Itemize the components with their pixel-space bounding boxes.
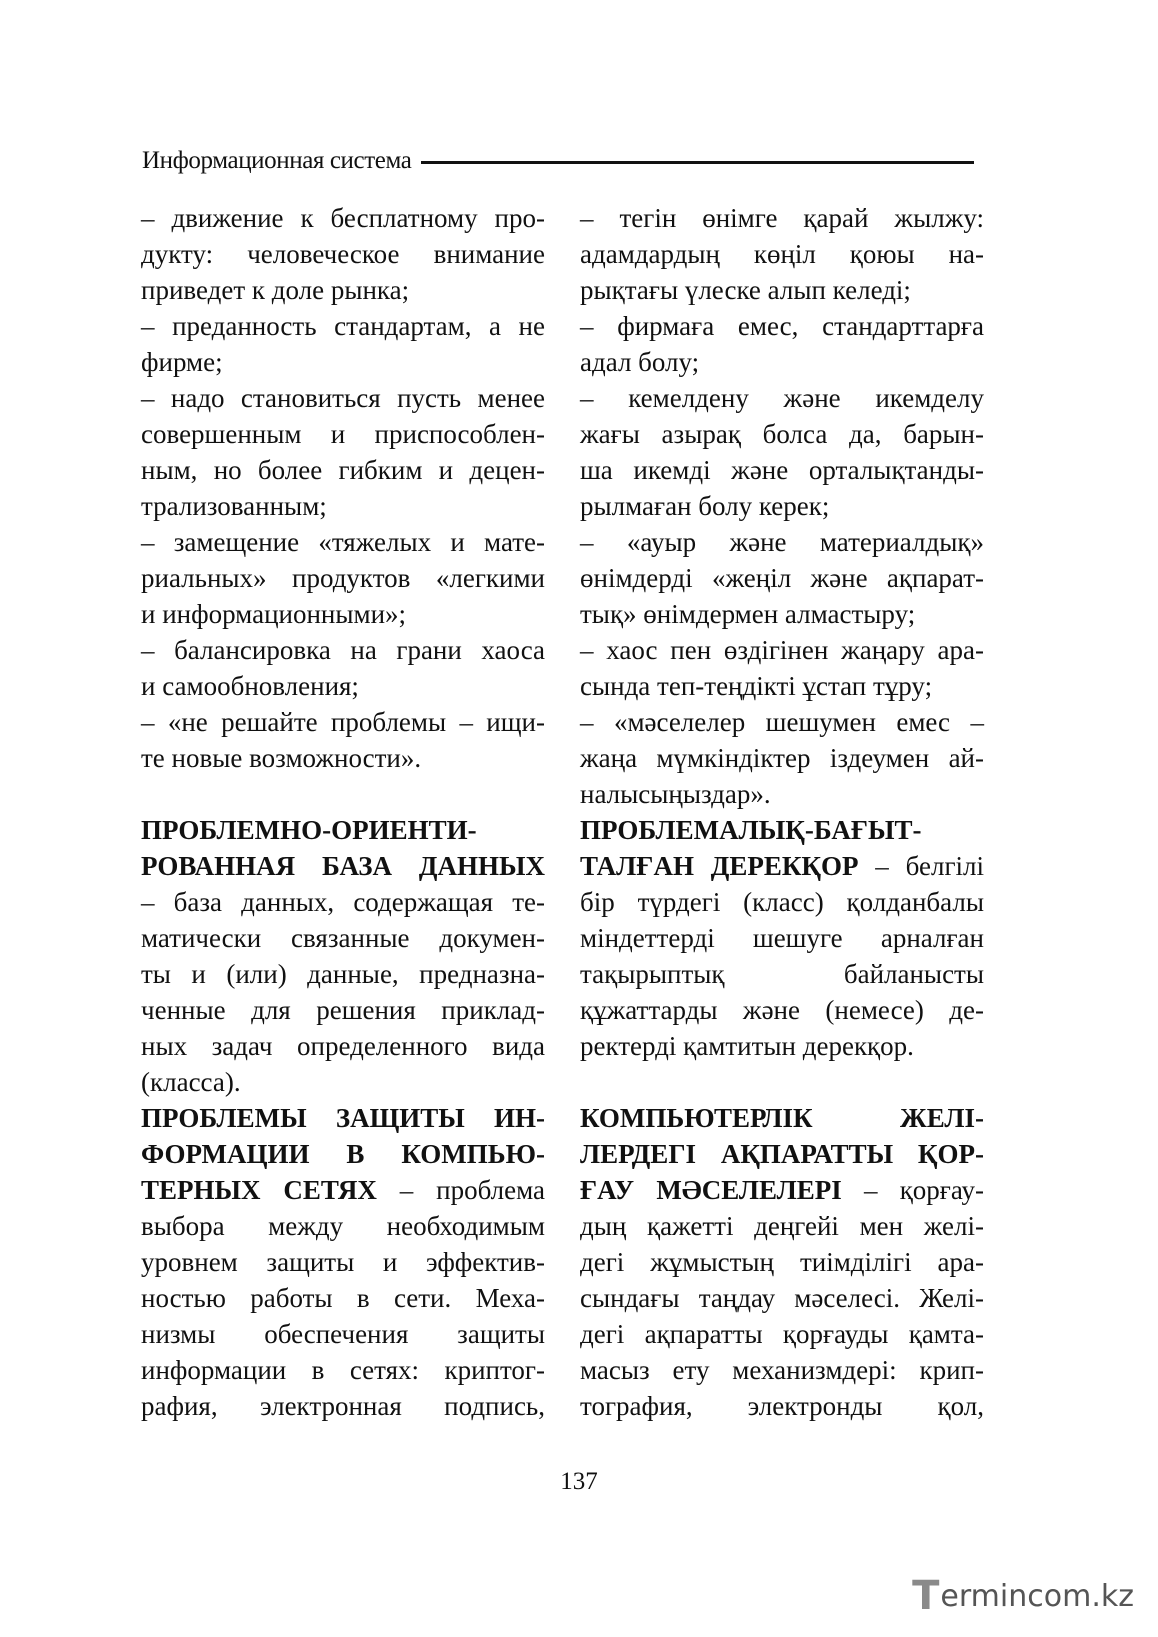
left-line-text: – движение к бесплатному про- (141, 203, 545, 233)
left-text-line (141, 1208, 545, 1244)
left-text-line (141, 1172, 545, 1208)
right-term-heading: ТАЛҒАН ДЕРЕКҚОР (580, 851, 859, 881)
left-line-text: ты и (или) данные, предназна- (141, 959, 545, 989)
right-line-text: налысыңыздар». (580, 779, 771, 809)
right-text-line (580, 488, 984, 524)
left-line-text: ностью работы в сети. Меха- (141, 1283, 545, 1313)
right-text-line (580, 812, 984, 848)
right-text-line (580, 1388, 984, 1424)
left-column (141, 200, 545, 1424)
left-line-text: фирме; (141, 347, 223, 377)
right-line-text: адамдардың көңіл қоюы на- (580, 239, 984, 269)
right-text-line (580, 380, 984, 416)
right-text-line (580, 344, 984, 380)
left-text-line (141, 1280, 545, 1316)
right-text-line (580, 560, 984, 596)
right-definition-start: – қорғау- (841, 1175, 984, 1205)
left-line-text: уровнем защиты и эффектив- (141, 1247, 545, 1277)
logo-text: ermincom.kz (940, 1578, 1134, 1614)
left-line-text: – преданность стандартам, а не (141, 311, 545, 341)
left-text-line (141, 704, 545, 740)
logo-letter: T (912, 1573, 940, 1619)
right-text-line (580, 272, 984, 308)
left-text-line (141, 812, 545, 848)
left-text-line (141, 236, 545, 272)
left-text-line (141, 452, 545, 488)
left-line-text: трализованным; (141, 491, 327, 521)
left-line-text: те новые возможности». (141, 743, 422, 773)
right-text-line (580, 884, 984, 920)
left-text-line (141, 848, 545, 884)
right-text-line (580, 200, 984, 236)
left-term-heading: ТЕРНЫХ СЕТЯХ (141, 1175, 377, 1205)
left-text-line (141, 380, 545, 416)
left-line-text: выбора между необходимым (141, 1211, 545, 1241)
right-text-line (580, 1352, 984, 1388)
right-line-text: адал болу; (580, 347, 700, 377)
left-line-text: и информационными»; (141, 599, 407, 629)
left-term-heading: РОВАННАЯ БАЗА ДАННЫХ (141, 851, 545, 881)
left-text-line (141, 200, 545, 236)
left-text-line (141, 1316, 545, 1352)
page-number: 137 (560, 1468, 598, 1495)
right-text-line (580, 632, 984, 668)
left-text-line (141, 1100, 545, 1136)
left-text-line (141, 956, 545, 992)
right-line-text: – тегін өнімге қарай жылжу: (580, 203, 984, 233)
right-text-line (580, 920, 984, 956)
right-text-line (580, 236, 984, 272)
left-line-text: – база данных, содержащая те- (141, 887, 545, 917)
left-text-line (141, 488, 545, 524)
left-text-line (141, 1388, 545, 1424)
right-line-text: – кемелдену және икемделу (580, 383, 984, 413)
left-line-text: – замещение «тяжелых и мате- (141, 527, 545, 557)
right-text-line (580, 1100, 984, 1136)
header-rule (421, 161, 974, 164)
left-text-line (141, 992, 545, 1028)
right-text-line (580, 1280, 984, 1316)
left-text-line (141, 560, 545, 596)
right-line-text: – «ауыр және материалдық» (580, 527, 984, 557)
left-term-heading: ПРОБЛЕМНО-ОРИЕНТИ- (141, 815, 477, 845)
left-text-line (141, 1028, 545, 1064)
left-text-line (141, 1064, 545, 1100)
right-text-line (580, 704, 984, 740)
left-line-text: совершенным и приспособлен- (141, 419, 545, 449)
left-line-text: ных задач определенного вида (141, 1031, 545, 1061)
right-text-line (580, 596, 984, 632)
right-line-text: сындағы таңдау мәселесі. Желі- (580, 1283, 984, 1313)
right-line-text: сында теп-теңдікті ұстап тұру; (580, 671, 933, 701)
right-text-line (580, 1172, 984, 1208)
right-text-line (580, 740, 984, 776)
right-term-heading: КОМПЬЮТЕРЛІК ЖЕЛІ- (580, 1103, 984, 1133)
left-line-text: (класса). (141, 1067, 241, 1097)
right-line-text: өнімдерді «жеңіл және ақпарат- (580, 563, 984, 593)
left-line-text: – балансировка на грани хаоса (141, 635, 545, 665)
terminkom-logo (912, 1573, 1134, 1619)
left-text-line (141, 632, 545, 668)
left-line-text: дукту: человеческое внимание (141, 239, 545, 269)
left-text-line (141, 920, 545, 956)
right-text-line (580, 848, 984, 884)
left-line-text: ным, но более гибким и децен- (141, 455, 545, 485)
left-term-heading: ПРОБЛЕМЫ ЗАЩИТЫ ИН- (141, 1103, 545, 1133)
right-line-text: дегі жұмыстың тиімділігі ара- (580, 1247, 984, 1277)
running-header (142, 144, 974, 178)
left-text-line (141, 884, 545, 920)
right-line-text: рылмаған болу керек; (580, 491, 830, 521)
right-column (580, 200, 984, 1424)
left-line-text: низмы обеспечения защиты (141, 1319, 545, 1349)
right-text-line (580, 416, 984, 452)
right-line-text: – хаос пен өздігінен жаңару ара- (580, 635, 984, 665)
right-text-line (580, 992, 984, 1028)
left-text-line (141, 524, 545, 560)
right-line-text: құжаттарды және (немесе) де- (580, 995, 984, 1025)
left-text-line (141, 344, 545, 380)
right-text-line (580, 452, 984, 488)
left-definition-start: – проблема (376, 1175, 545, 1205)
right-definition-start: – белгілі (858, 851, 984, 881)
right-text-line (580, 668, 984, 704)
right-line-text: тография, электронды қол, (580, 1391, 984, 1421)
left-line-text: рафия, электронная подпись, (141, 1391, 545, 1421)
right-term-heading: ПРОБЛЕМАЛЫҚ-БАҒЫТ- (580, 815, 922, 845)
right-text-line (580, 1136, 984, 1172)
left-text-line (141, 740, 545, 776)
right-line-text: дың қажетті деңгейі мен желі- (580, 1211, 984, 1241)
right-line-text: тақырыптық байланысты (580, 959, 984, 989)
right-text-line (580, 308, 984, 344)
left-line-text: – надо становиться пусть менее (141, 383, 545, 413)
right-line-text: рықтағы үлеске алып келеді; (580, 275, 911, 305)
left-text-line (141, 1136, 545, 1172)
left-line-text: информации в сетях: криптог- (141, 1355, 545, 1385)
left-text-line (141, 1352, 545, 1388)
left-line-text: ченные для решения приклад- (141, 995, 545, 1025)
left-text-line (141, 308, 545, 344)
left-text-line (141, 416, 545, 452)
right-text-line (580, 776, 984, 812)
left-text-line (141, 596, 545, 632)
running-header-title: Информационная система (142, 147, 412, 174)
right-line-text: дегі ақпаратты қорғауды қамта- (580, 1319, 984, 1349)
right-line-text: ша икемді және орталықтанды- (580, 455, 984, 485)
right-paragraph-gap (580, 1064, 984, 1100)
right-term-heading: ЛЕРДЕГІ АҚПАРАТТЫ ҚОР- (580, 1139, 984, 1169)
right-text-line (580, 1028, 984, 1064)
left-text-line (141, 272, 545, 308)
left-text-line (141, 668, 545, 704)
right-term-heading: ҒАУ МӘСЕЛЕЛЕРІ (580, 1175, 842, 1205)
right-line-text: жағы азырақ болса да, барын- (580, 419, 984, 449)
left-line-text: и самообновления; (141, 671, 359, 701)
left-line-text: риальных» продуктов «легкими (141, 563, 545, 593)
right-line-text: ректерді қамтитын дерекқор. (580, 1031, 914, 1061)
right-text-line (580, 956, 984, 992)
right-line-text: бір түрдегі (класс) қолданбалы (580, 887, 984, 917)
right-line-text: тық» өнімдермен алмастыру; (580, 599, 916, 629)
left-line-text: приведет к доле рынка; (141, 275, 410, 305)
right-line-text: масыз ету механизмдері: крип- (580, 1355, 984, 1385)
right-text-line (580, 524, 984, 560)
right-text-line (580, 1244, 984, 1280)
left-term-heading: ФОРМАЦИИ В КОМПЬЮ- (141, 1139, 545, 1169)
left-line-text: матически связанные докумен- (141, 923, 545, 953)
left-text-line (141, 1244, 545, 1280)
right-text-line (580, 1208, 984, 1244)
right-line-text: жаңа мүмкіндіктер іздеумен ай- (580, 743, 984, 773)
right-line-text: – «мәселелер шешумен емес – (580, 707, 984, 737)
left-paragraph-gap (141, 776, 545, 812)
left-line-text: – «не решайте проблемы – ищи- (141, 707, 545, 737)
right-line-text: міндеттерді шешуге арналған (580, 923, 984, 953)
right-line-text: – фирмаға емес, стандарттарға (580, 311, 984, 341)
right-text-line (580, 1316, 984, 1352)
